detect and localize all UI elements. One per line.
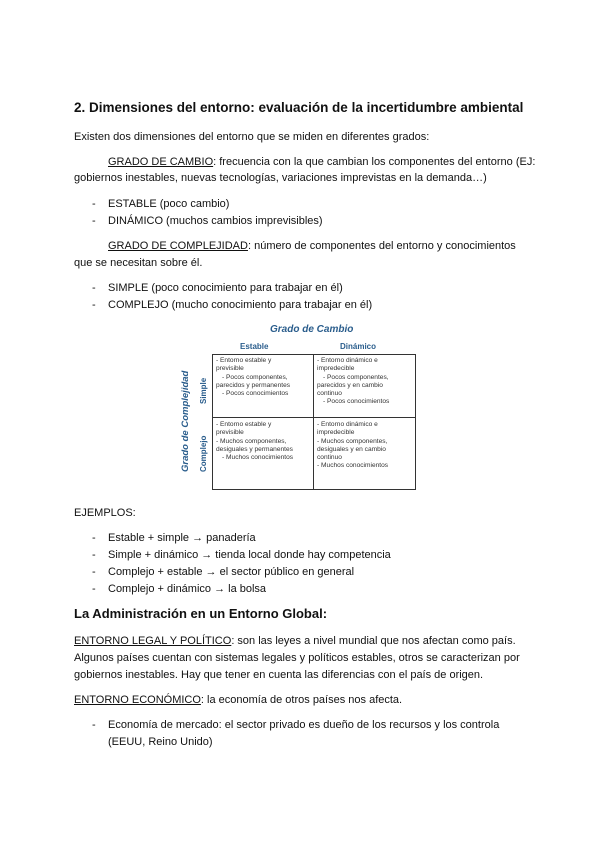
example-item: Complejo + dinámico → la bolsa [108,583,267,595]
intro-text: Existen dos dimensiones del entorno que se miden en diferentes grados: [74,131,430,143]
complejidad-def-line2: que se necesitan sobre él. [74,257,203,269]
economico-paragraph: ENTORNO ECONÓMICO: la economía de otros países nos afecta. [74,694,403,706]
example-item: Complejo + estable → el sector público en general [108,566,355,578]
matrix-grid [212,354,416,490]
bullet-dash: - [92,719,96,731]
complejidad-term: GRADO DE COMPLEJIDAD [108,240,248,252]
economico-item-line1: Economía de mercado: el sector privado es dueño de los recursos y los controla [108,719,500,731]
cambio-term: GRADO DE CAMBIO [108,156,214,168]
bullet-dash: - [92,198,96,210]
legal-paragraph-line1: ENTORNO LEGAL Y POLÍTICO: son las leyes a nivel mundial que nos afectan como país. [74,635,516,647]
uncertainty-matrix-figure [178,322,418,494]
complejidad-definition [108,239,516,254]
column-header-estable: Estable [240,342,269,351]
bullet-dash: - [92,532,96,544]
cell-simple-estable: - Entorno estable y previsible - Pocos componentes, parecidos y permanentes - Pocos conocimientos [216,357,291,398]
grid-divider [313,355,314,489]
economico-item-line2: (EEUU, Reino Unido) [108,736,213,748]
legal-paragraph-line2: Algunos países cuentan con sistemas legales y políticos estables, otros se caracterizan por [74,652,520,664]
bullet-dash: - [92,299,96,311]
economico-term: ENTORNO ECONÓMICO [74,694,201,706]
cell-simple-dinamico: - Entorno dinámico e impredecible - Pocos componentes, parecidos y en cambio continuo - Pocos conocimientos [317,357,390,406]
cell-complejo-dinamico: - Entorno dinámico e impredecible - Muchos componentes, desiguales y en cambio continuo - Muchos conocimientos [317,421,389,470]
bullet-dash: - [92,583,96,595]
section-title: 2. Dimensiones del entorno: evaluación de la incertidumbre ambiental [74,100,524,115]
cambio-definition [108,155,535,170]
cambio-def-line2: gobiernos inestables, nuevas tecnologías, variaciones imprevistas en la demanda…) [74,172,487,184]
complejidad-def-line1: : número de componentes del entorno y conocimientos [247,240,516,252]
list-item: ESTABLE (poco cambio) [108,198,230,210]
global-section-title: La Administración en un Entorno Global: [74,606,328,621]
example-item: Estable + simple → panadería [108,532,256,544]
column-header-dinamico: Dinámico [340,342,377,351]
cell-complejo-estable: - Entorno estable y previsible - Muchos componentes, desiguales y permanentes - Muchos conocimientos [216,421,294,462]
grid-divider [213,417,415,418]
bullet-dash: - [92,549,96,561]
cambio-def-line1: : frecuencia con la que cambian los componentes del entorno (EJ: [213,156,536,168]
bullet-dash: - [92,566,96,578]
row-axis-label: Grado de Complejidad [180,370,191,472]
legal-term: ENTORNO LEGAL Y POLÍTICO [74,635,232,647]
list-item: SIMPLE (poco conocimiento para trabajar en él) [108,282,343,294]
bullet-dash: - [92,282,96,294]
figure-title: Grado de Cambio [270,324,354,335]
list-item: COMPLEJO (mucho conocimiento para trabajar en él) [108,299,373,311]
bullet-dash: - [92,215,96,227]
list-item: DINÁMICO (muchos cambios imprevisibles) [108,215,323,227]
ejemplos-heading: EJEMPLOS: [74,507,136,519]
example-item: Simple + dinámico → tienda local donde hay competencia [108,549,391,561]
row-label-complejo: Complejo [199,435,208,472]
row-label-simple: Simple [199,377,208,404]
legal-paragraph-line3: gobiernos inestables. Hay que tener en cuenta las diferencias con el país de origen. [74,669,484,681]
